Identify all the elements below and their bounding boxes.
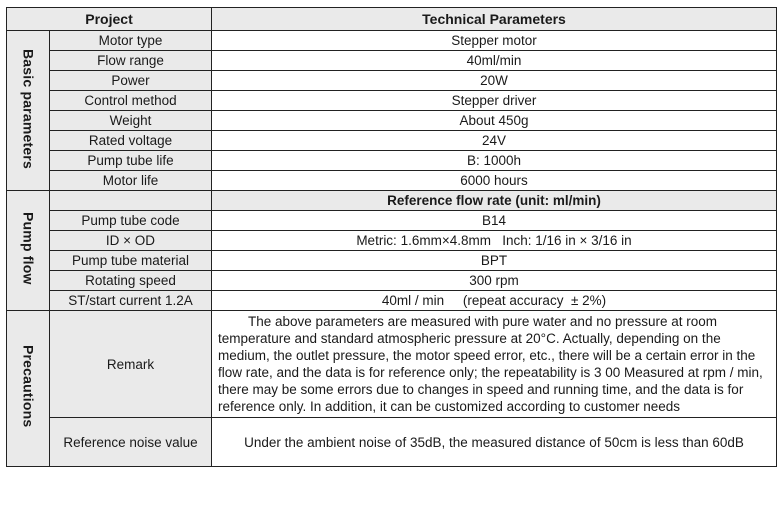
table-row-remark [7,311,777,418]
row-value: BPT [212,251,777,271]
row-label: Pump tube material [50,251,212,271]
table-row-noise [7,418,777,467]
noise-label: Reference noise value [50,418,212,467]
row-label: ST/start current 1.2A [50,291,212,311]
table-row [7,51,777,71]
remark-label: Remark [50,311,212,418]
row-value: B: 1000h [212,151,777,171]
spec-table [6,7,777,467]
table-row [7,171,777,191]
row-value: 6000 hours [212,171,777,191]
pump-flow-subheader: Reference flow rate (unit: ml/min) [212,191,777,211]
table-row [7,131,777,151]
section-pump-flow [7,191,50,311]
table-row [7,31,777,51]
row-value: Stepper motor [212,31,777,51]
row-label: Pump tube code [50,211,212,231]
section-label: Basic parameters [20,48,37,169]
section-precautions [7,311,50,467]
table-row [7,151,777,171]
row-value: 20W [212,71,777,91]
noise-value: Under the ambient noise of 35dB, the measured distance of 50cm is less than 60dB [212,418,777,467]
table-row [7,271,777,291]
row-value: 24V [212,131,777,151]
table-row [7,71,777,91]
row-label: Rated voltage [50,131,212,151]
row-label: Power [50,71,212,91]
table-row [7,191,777,211]
row-label: Flow range [50,51,212,71]
row-value: About 450g [212,111,777,131]
table-row [7,251,777,271]
section-basic-parameters [7,31,50,191]
row-label: ID × OD [50,231,212,251]
section-label: Pump flow [20,212,37,285]
header-row [7,8,777,31]
section-label: Precautions [20,345,37,428]
row-value: Stepper driver [212,91,777,111]
table-row [7,91,777,111]
row-value: 40ml/min [212,51,777,71]
row-value: 40ml / min (repeat accuracy ± 2%) [212,291,777,311]
row-label-empty [50,191,212,211]
table-row [7,231,777,251]
header-project: Project [7,8,212,31]
row-label: Motor life [50,171,212,191]
row-value: 300 rpm [212,271,777,291]
table-row [7,291,777,311]
row-label: Weight [50,111,212,131]
row-value: Metric: 1.6mm×4.8mm Inch: 1/16 in × 3/16 in [212,231,777,251]
header-technical-parameters: Technical Parameters [212,8,777,31]
table-row [7,111,777,131]
row-label: Motor type [50,31,212,51]
row-value: B14 [212,211,777,231]
table-row [7,211,777,231]
row-label: Pump tube life [50,151,212,171]
row-label: Control method [50,91,212,111]
row-label: Rotating speed [50,271,212,291]
remark-text: The above parameters are measured with pure water and no pressure at room temperature and standard atmospheric pressure at 20°C. Actually, depending on the medium, the outlet pressure, the motor speed error, etc., there will be a certain error in the flow rate, and the data is for reference only; the repeatability is 3 00 Measured at rpm / min, there may be some errors due to changes in speed and running time, and the data is for reference only. In addition, it can be customized according to customer needs [212,311,777,418]
